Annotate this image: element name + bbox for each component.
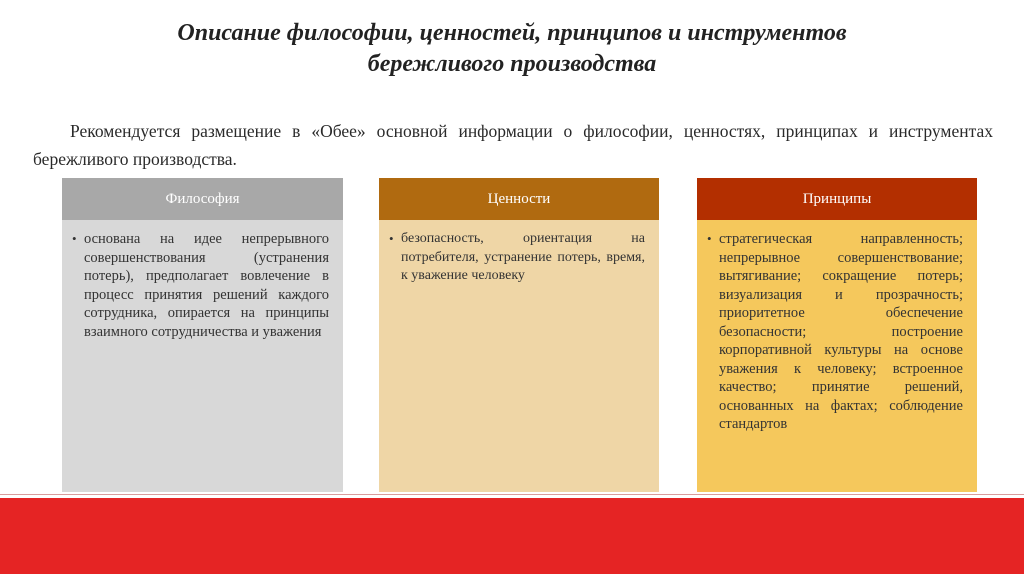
intro-paragraph: Рекомендуется размещение в «Обее» основной информации о философии, ценностях, принципах и инструментах бережливого производства.: [33, 121, 993, 169]
bullet-icon: •: [72, 231, 77, 246]
values-text: безопасность, ориентация на потребителя, устранение потерь, время, к уважение человеку: [401, 231, 645, 283]
footer-divider: [0, 494, 1024, 495]
principles-card-header: Принципы: [697, 178, 977, 220]
principles-card-body: [697, 220, 977, 492]
principles-card: [697, 178, 977, 492]
philosophy-card: [62, 178, 343, 492]
slide-title-line-2: бережливого производства: [367, 51, 657, 77]
principles-text: стратегическая направленность; непрерывное совершенствование; вытягивание; сокращение потерь; визуализация и прозрачность; приоритетное обеспечение безопасности; построение корпоративной культуры на основе уважения к человеку; встроенное качество; принятие решений, основанных на фактах; соблюдение стандартов: [719, 231, 963, 432]
values-card-body: [379, 220, 659, 492]
philosophy-text: основана на идее непрерывного совершенствования (устранения потерь), предполагает вовлечение в процесс принятия решений каждого сотрудника, опирается на принципы взаимного сотрудничества и уважения: [84, 231, 329, 340]
bullet-icon: •: [707, 231, 712, 246]
values-card: [379, 178, 659, 492]
slide-title-line-1: Описание философии, ценностей, принципов и инструментов: [177, 20, 847, 46]
bullet-icon: •: [389, 231, 394, 246]
values-card-header: Ценности: [379, 178, 659, 220]
footer-bar: [0, 498, 1024, 574]
philosophy-card-header: Философия: [62, 178, 343, 220]
slide-title: [0, 18, 1024, 80]
philosophy-card-body: [62, 220, 343, 492]
